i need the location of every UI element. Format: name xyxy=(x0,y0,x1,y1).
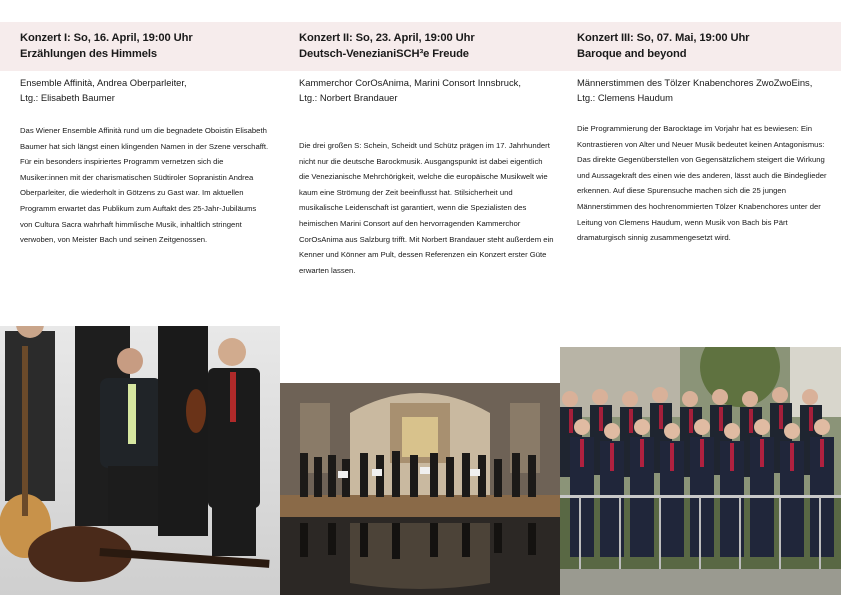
concert-1-title xyxy=(20,22,270,71)
concert-1-performers xyxy=(20,75,270,105)
concert-2-performers xyxy=(299,75,554,105)
concert-3-description: Die Programmierung der Barocktage im Vorjahr hat es bewiesen: Ein Kontrastieren von Alter und Neuer Musik bedeutet keinen Antagonismus: Das direkte Gegenüberstellen von Gegensätzlichem steigert die Wirkung und Aussagekraft des einen wie des anderen, lässt auch die Bindeglieder erkennen. Auf diese Spurensuche machen sich die 25 jungen Männerstimmen des hochrenommierten Tölzer Knabenchores unter der Leitung von Clemens Haudum, wenn Musik von Bach bis Pärt dramaturgisch sinnig zusammengesetzt wird. xyxy=(577,124,827,243)
concert-3-date: Konzert III: So, 07. Mai, 19:00 Uhr xyxy=(577,32,750,44)
concert-2-title xyxy=(299,22,554,71)
concert-2 xyxy=(299,22,554,278)
concert-1-ensemble: Ensemble Affinità, Andrea Oberparleiter, xyxy=(20,77,187,88)
choir-photo xyxy=(560,347,841,595)
concert-3-performers xyxy=(577,75,829,105)
concert-3-conductor: Ltg.: Clemens Haudum xyxy=(577,92,673,103)
ensemble-photo-art xyxy=(0,326,280,595)
concert-3-ensemble: Männerstimmen des Tölzer Knabenchores ZwoZwoEins, xyxy=(577,77,813,88)
concert-2-date: Konzert II: So, 23. April, 19:00 Uhr xyxy=(299,32,475,44)
concert-2-conductor: Ltg.: Norbert Brandauer xyxy=(299,92,398,103)
concert-1-name: Erzählungen des Himmels xyxy=(20,48,157,60)
ensemble-affinita-photo xyxy=(0,326,280,595)
concert-3-title xyxy=(577,22,829,71)
concert-1-conductor: Ltg.: Elisabeth Baumer xyxy=(20,92,115,103)
choir-photo-art xyxy=(560,347,841,595)
concert-2-name: Deutsch-VenezianiSCH³e Freude xyxy=(299,48,469,60)
concert-3-name: Baroque and beyond xyxy=(577,48,687,60)
concert-1 xyxy=(20,22,270,248)
concert-3 xyxy=(577,22,829,246)
concert-2-ensemble: Kammerchor CorOsAnima, Marini Consort Innsbruck, xyxy=(299,77,521,88)
concert-2-description: Die drei großen S: Schein, Scheidt und Schütz prägen im 17. Jahrhundert nicht nur die deutsche Barockmusik. Ausgangspunkt ist dabei eigentlich die Venezianische Mehrchörigkeit, welche die europäische Musikwelt wie kaum eine Strömung der Zeit beeinflusst hat. Stilsicherheit und musikalische Leidenschaft ist garantiert, wenn die Spezialisten des heimischen Marini Consort auf den hervorragenden Kammerchor CorOsAnima aus Salzburg trifft. Mit Norbert Brandauer steht außerdem ein Kenner und Könner am Pult, dessen Referenzen ein Konzert erster Güte erwarten lassen. xyxy=(299,141,554,275)
concert-1-date: Konzert I: So, 16. April, 19:00 Uhr xyxy=(20,32,193,44)
church-concert-photo xyxy=(280,383,560,595)
church-photo-art xyxy=(280,383,560,595)
concert-1-description: Das Wiener Ensemble Affinità rund um die begnadete Oboistin Elisabeth Baumer hat sich längst einen klingenden Namen in der Szene verschafft. Für ein besonders inspiriertes Programm vernetzen sich die Musiker:innen mit der charismatischen Südtiroler Sopranistin Andrea Oberparleiter, die wiederholt in Götzens zu Gast war. Im aktuellen Programm erwartet das Publikum zum Auftakt des 25-Jahr-Jubiläums von Cultura Sacra wahrhaft himmlische Musik, inhaltlich stringent verwoben, von Meister Bach und seinen Zeitgenossen. xyxy=(20,126,269,245)
